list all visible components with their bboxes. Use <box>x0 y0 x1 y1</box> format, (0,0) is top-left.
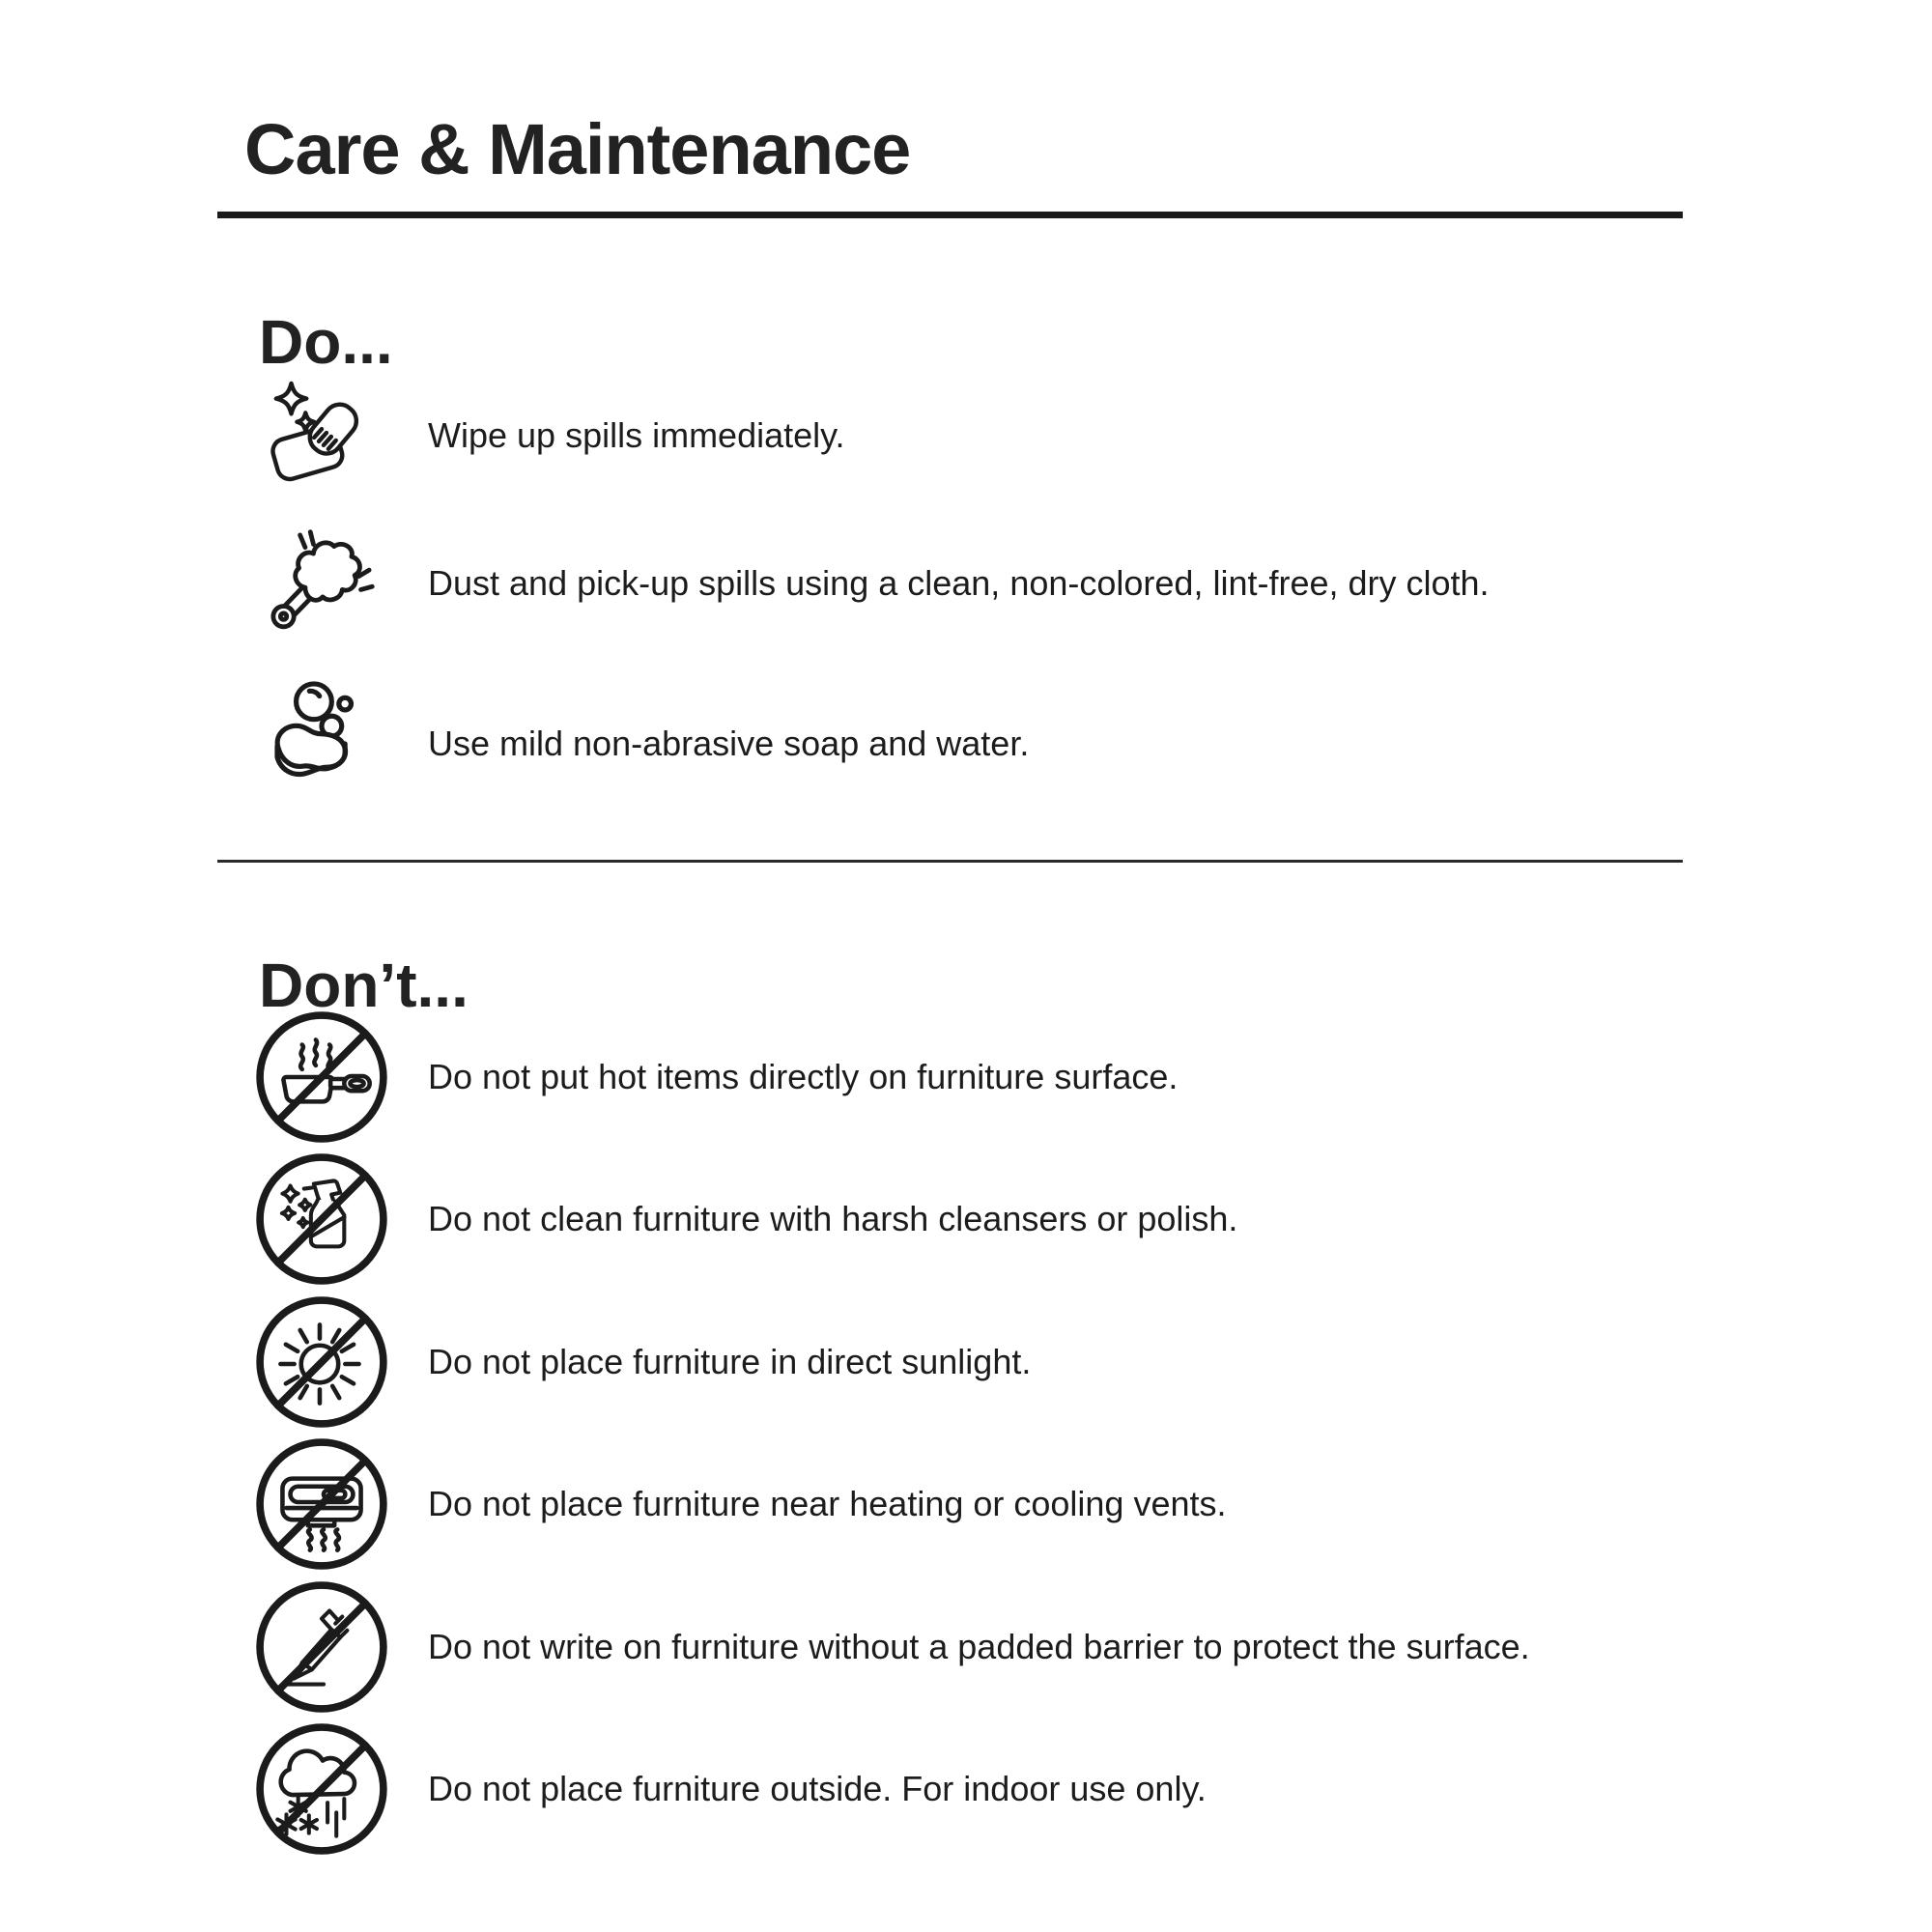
care-instruction-row <box>249 1009 1739 1146</box>
instruction-text: Use mild non-abrasive soap and water. <box>428 724 1030 763</box>
no-hot-items-icon <box>249 1009 394 1146</box>
instruction-text: Do not clean furniture with harsh cleansers or polish. <box>428 1199 1238 1238</box>
no-direct-sunlight-icon <box>249 1293 394 1431</box>
instruction-text: Do not write on furniture without a padded barrier to protect the surface. <box>428 1627 1530 1666</box>
instruction-text: Do not put hot items directly on furniture surface. <box>428 1057 1179 1096</box>
instruction-text: Do not place furniture outside. For indoor use only. <box>428 1769 1207 1808</box>
title-divider <box>217 212 1683 218</box>
instruction-text: Do not place furniture near heating or cooling vents. <box>428 1484 1227 1523</box>
no-writing-icon <box>249 1578 394 1716</box>
wipe-icon <box>249 379 394 493</box>
care-instruction-row <box>249 1720 1739 1858</box>
no-heating-vents-icon <box>249 1435 394 1573</box>
duster-icon <box>249 522 394 645</box>
page-title: Care & Maintenance <box>244 108 911 189</box>
care-instruction-row <box>249 522 1739 645</box>
care-instruction-row <box>249 1578 1739 1716</box>
care-instruction-row <box>249 1293 1739 1431</box>
do-section-heading: Do... <box>259 307 393 378</box>
no-harsh-cleansers-icon <box>249 1151 394 1288</box>
care-instruction-row <box>249 379 1739 493</box>
instruction-text: Dust and pick-up spills using a clean, non-colored, lint-free, dry cloth. <box>428 563 1490 603</box>
care-instruction-row <box>249 1435 1739 1573</box>
section-divider <box>217 860 1683 863</box>
care-instruction-row <box>249 676 1739 811</box>
instruction-text: Wipe up spills immediately. <box>428 415 845 455</box>
instruction-text: Do not place furniture in direct sunlight. <box>428 1342 1032 1381</box>
care-instruction-row <box>249 1151 1739 1288</box>
no-outdoor-icon <box>249 1720 394 1858</box>
dont-section-heading: Don’t... <box>259 951 469 1021</box>
soap-icon <box>249 677 394 810</box>
